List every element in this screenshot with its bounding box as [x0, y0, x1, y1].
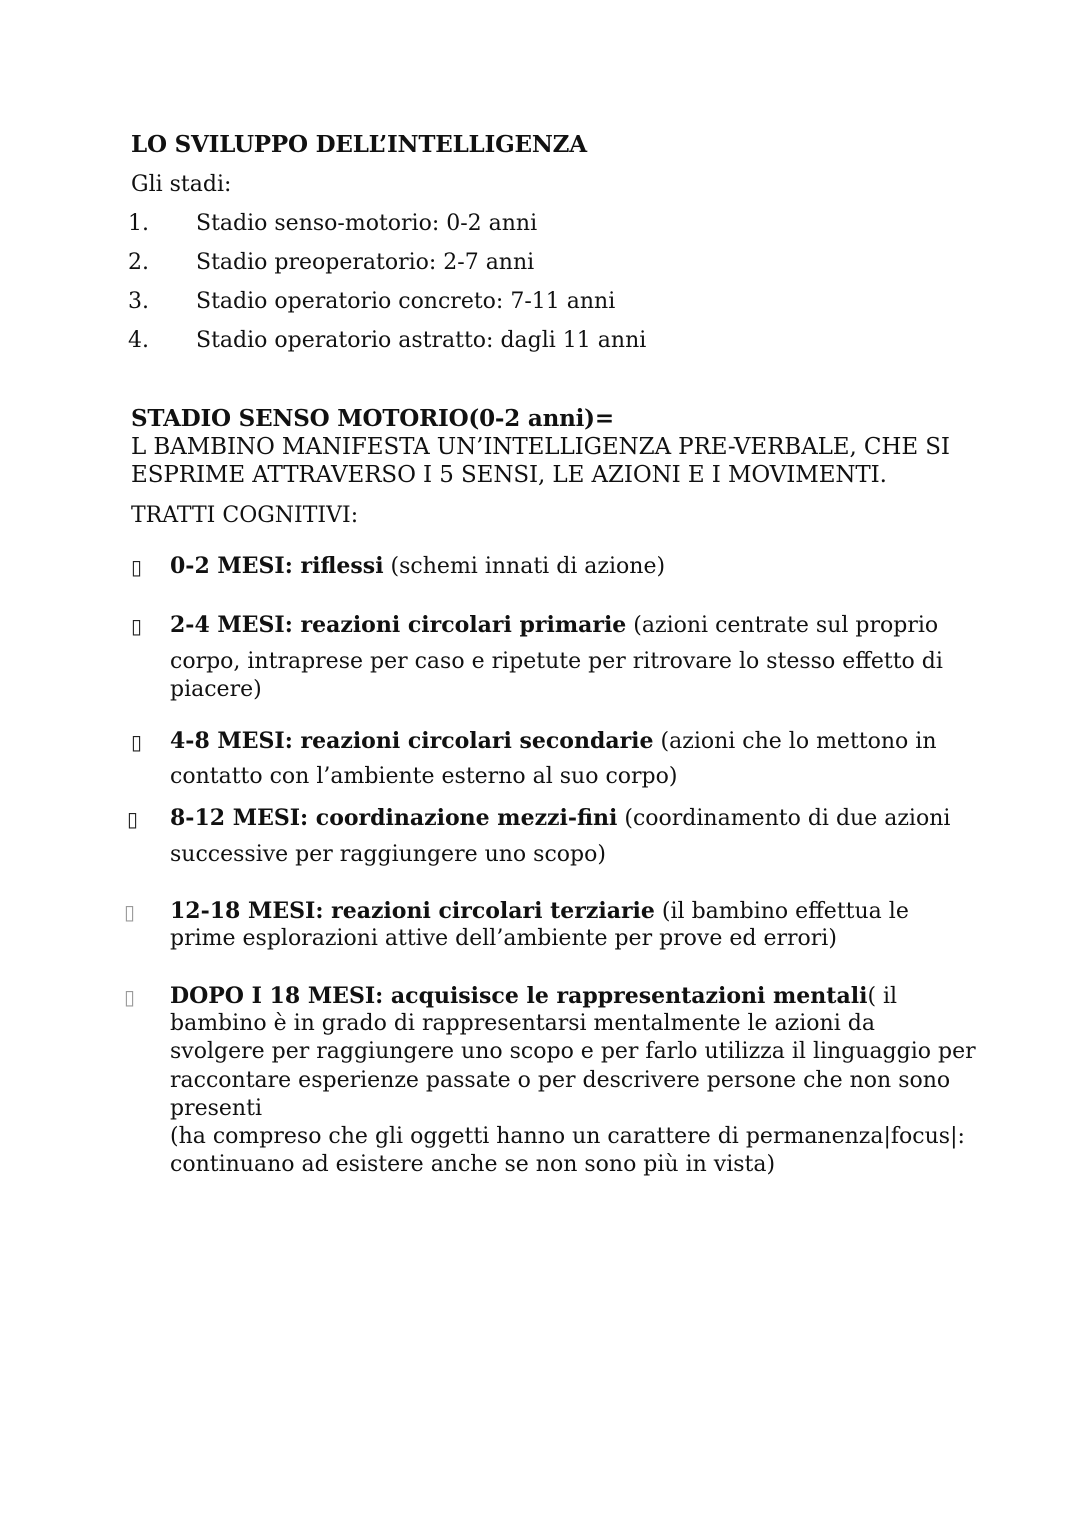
trait-item — [170, 728, 937, 754]
trait-item — [170, 983, 897, 1009]
document-title: LO SVILUPPO DELL’INTELLIGENZA — [131, 131, 587, 158]
stage-number: 3. — [128, 289, 149, 314]
bullet-box-icon: ▯ — [131, 614, 143, 638]
bullet-box-icon: ▯ — [124, 985, 136, 1009]
trait-text: bambino è in grado di rappresentarsi mentalmente le azioni da — [170, 1011, 875, 1036]
trait-item — [170, 612, 938, 638]
stage-text: Stadio operatorio astratto: dagli 11 anni — [196, 328, 647, 353]
trait-item — [170, 553, 665, 579]
trait-text: (azioni che lo mettono in — [653, 729, 937, 754]
trait-heading: 8-12 MESI: coordinazione mezzi-fini — [170, 805, 618, 831]
trait-text: successive per raggiungere uno scopo) — [170, 842, 606, 867]
trait-heading: 12-18 MESI: reazioni circolari terziarie — [170, 898, 655, 924]
trait-text: (ha compreso che gli oggetti hanno un carattere di permanenza|focus|: — [170, 1124, 965, 1149]
stage-number: 1. — [128, 211, 149, 236]
trait-text: raccontare esperienze passate o per descrivere persone che non sono — [170, 1068, 951, 1093]
trait-text: (il bambino effettua le — [654, 899, 909, 924]
trait-text: presenti — [170, 1096, 262, 1121]
trait-item — [170, 805, 950, 831]
trait-text: prime esplorazioni attive dell’ambiente per prove ed errori) — [170, 926, 837, 951]
trait-heading: DOPO I 18 MESI: acquisisce le rappresentazioni mentali — [170, 983, 868, 1009]
section-description-line: ESPRIME ATTRAVERSO I 5 SENSI, LE AZIONI E I MOVIMENTI. — [131, 462, 887, 488]
bullet-box-icon: ▯ — [124, 900, 136, 924]
stage-number: 2. — [128, 250, 149, 275]
stages-intro: Gli stadi: — [131, 172, 232, 197]
section-description-line: L BAMBINO MANIFESTA UN’INTELLIGENZA PRE-VERBALE, CHE SI — [131, 434, 950, 460]
trait-heading: 0-2 MESI: riflessi — [170, 553, 384, 579]
trait-text: corpo, intraprese per caso e ripetute per ritrovare lo stesso effetto di — [170, 649, 943, 674]
stage-text: Stadio operatorio concreto: 7-11 anni — [196, 289, 616, 314]
trait-text: (schemi innati di azione) — [383, 554, 666, 579]
trait-text: ( il — [867, 984, 898, 1009]
trait-item — [170, 898, 909, 924]
trait-heading: 4-8 MESI: reazioni circolari secondarie — [170, 728, 654, 754]
bullet-box-icon: ▯ — [131, 730, 143, 754]
trait-heading: 2-4 MESI: reazioni circolari primarie — [170, 612, 627, 638]
trait-text: (coordinamento di due azioni — [617, 806, 951, 831]
bullet-box-icon: ▯ — [131, 555, 143, 579]
section-title: STADIO SENSO MOTORIO(0-2 anni)= — [131, 405, 614, 432]
bullet-box-icon: ▯ — [127, 807, 139, 831]
trait-text: contatto con l’ambiente esterno al suo corpo) — [170, 764, 678, 789]
stage-number: 4. — [128, 328, 149, 353]
trait-text: continuano ad esistere anche se non sono più in vista) — [170, 1152, 776, 1177]
trait-text: piacere) — [170, 677, 262, 702]
trait-text: svolgere per raggiungere uno scopo e per farlo utilizza il linguaggio per — [170, 1039, 976, 1064]
traits-label: TRATTI COGNITIVI: — [131, 503, 359, 528]
trait-text: (azioni centrate sul proprio — [626, 613, 939, 638]
stage-text: Stadio preoperatorio: 2-7 anni — [196, 250, 535, 275]
stage-text: Stadio senso-motorio: 0-2 anni — [196, 211, 538, 236]
